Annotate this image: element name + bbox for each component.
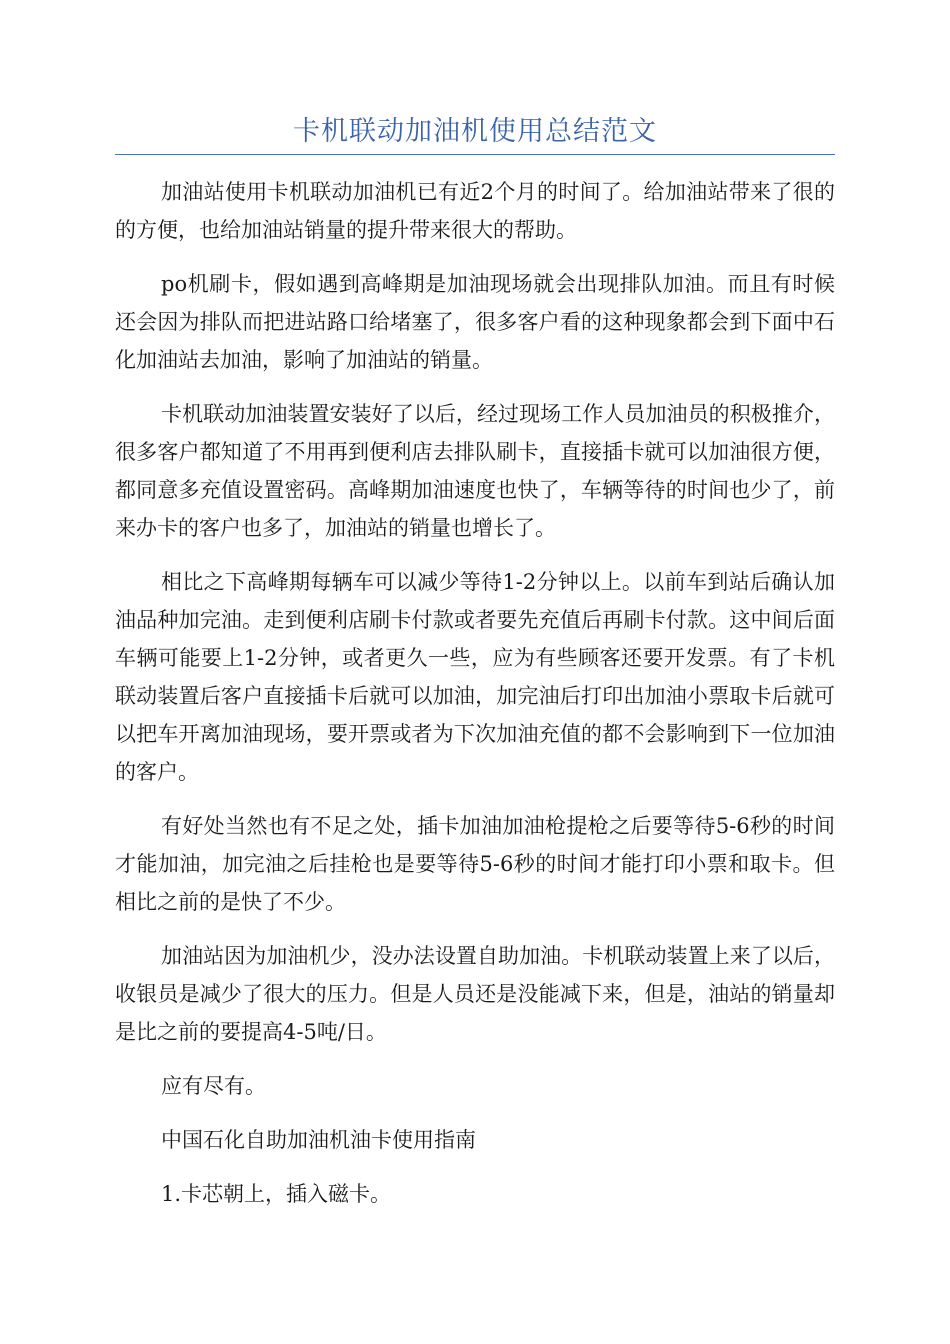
document-title: 卡机联动加油机使用总结范文 xyxy=(293,116,657,147)
paragraph-7: 应有尽有。 xyxy=(161,1074,266,1098)
paragraph-3: 卡机联动加油装置安装好了以后，经过现场工作人员加油员的积极推介，很多客户都知道了不用再到便利店去排队刷卡，直接插卡就可以加油很方便，都同意多充值设置密码。高峰期加油速度也快了，车辆等待的时间也少了，前来办卡的客户也多了，加油站的销量也增长了。 xyxy=(115,402,835,540)
paragraph-1: 加油站使用卡机联动加油机已有近2个月的时间了。给加油站带来了很的的方便，也给加油站销量的提升带来很大的帮助。 xyxy=(115,180,835,242)
paragraph-2: po机刷卡，假如遇到高峰期是加油现场就会出现排队加油。而且有时候还会因为排队而把进站路口给堵塞了，很多客户看的这种现象都会到下面中石化加油站去加油，影响了加油站的销量。 xyxy=(115,272,835,372)
paragraph-6: 加油站因为加油机少，没办法设置自助加油。卡机联动装置上来了以后，收银员是减少了很大的压力。但是人员还是没能减下来，但是，油站的销量却是比之前的要提高4-5吨/日。 xyxy=(115,944,835,1044)
paragraph-5: 有好处当然也有不足之处，插卡加油加油枪提枪之后要等待5-6秒的时间才能加油，加完油之后挂枪也是要等待5-6秒的时间才能打印小票和取卡。但相比之前的是快了不少。 xyxy=(115,814,835,914)
document-body xyxy=(115,173,835,1229)
title-underline xyxy=(115,154,835,155)
paragraph-8: 中国石化自助加油机油卡使用指南 xyxy=(161,1128,476,1152)
paragraph-4: 相比之下高峰期每辆车可以减少等待1-2分钟以上。以前车到站后确认加油品种加完油。走到便利店刷卡付款或者要先充值后再刷卡付款。这中间后面车辆可能要上1-2分钟，或者更久一些，应为有些顾客还要开发票。有了卡机联动装置后客户直接插卡后就可以加油，加完油后打印出加油小票取卡后就可以把车开离加油现场，要开票或者为下次加油充值的都不会影响到下一位加油的客户。 xyxy=(115,570,835,784)
paragraph-9: 1.卡芯朝上，插入磁卡。 xyxy=(161,1182,392,1206)
